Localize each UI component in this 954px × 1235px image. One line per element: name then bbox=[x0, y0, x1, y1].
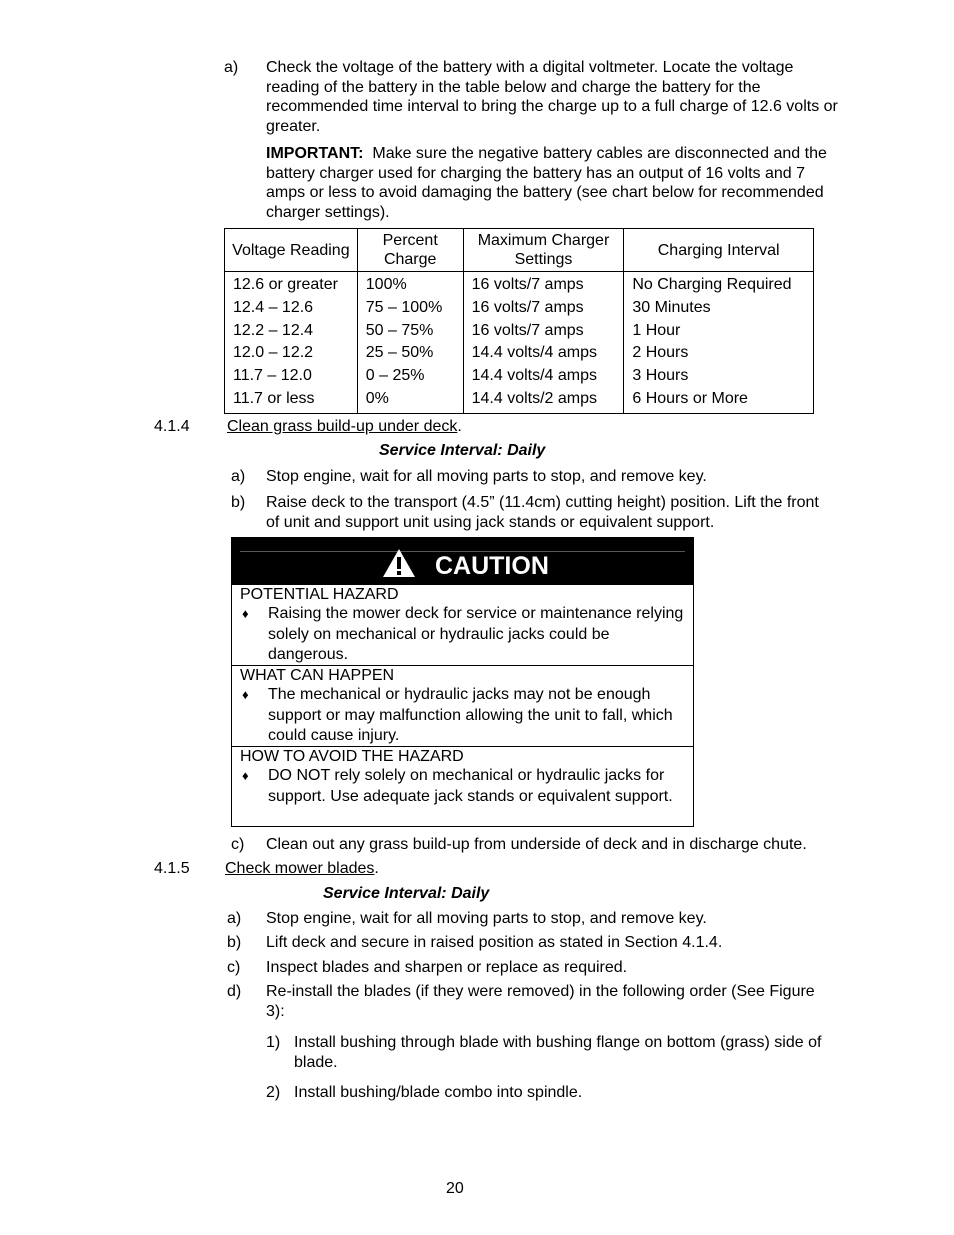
section-4-1-5-heading bbox=[225, 859, 379, 879]
table-cell: 11.7 – 12.0 bbox=[233, 367, 312, 385]
caution-bullet bbox=[240, 766, 687, 807]
sec414-step-a-text: Stop engine, wait for all moving parts to stop, and remove key. bbox=[266, 468, 707, 485]
table-cell: 14.4 volts/4 amps bbox=[471, 367, 598, 385]
caution-bullet bbox=[240, 685, 687, 747]
section-4-1-5-title: Check mower blades bbox=[225, 860, 375, 877]
table-cell: 16 volts/7 amps bbox=[471, 321, 584, 339]
sec415-step-a-text: Stop engine, wait for all moving parts to stop, and remove key. bbox=[266, 910, 707, 927]
table-cell: 30 Minutes bbox=[632, 298, 711, 316]
table-cell: 0% bbox=[365, 389, 389, 407]
substep-2-text: Install bushing/blade combo into spindle. bbox=[294, 1084, 583, 1101]
step-a-text: Check the voltage of the battery with a digital voltmeter. Locate the voltage reading of the battery in the table below and charge the battery for the recommended time interval to bring the charge up to a full charge of 12.6 volts or greater. bbox=[266, 59, 838, 135]
charging-table bbox=[224, 228, 814, 414]
sec415-step-d-text: Re-install the blades (if they were removed) in the following order (See Figure 3): bbox=[266, 983, 815, 1020]
sec414-step-c-label: c) bbox=[231, 836, 245, 853]
section-4-1-4-title: Clean grass build-up under deck bbox=[227, 418, 458, 435]
table-cell: 16 volts/7 amps bbox=[471, 298, 584, 316]
substep-1-label: 1) bbox=[266, 1034, 281, 1051]
section-4-1-5-number: 4.1.5 bbox=[154, 860, 190, 877]
section-4-1-4-period: . bbox=[457, 418, 462, 435]
col-voltage bbox=[225, 272, 358, 414]
sec414-step-b-text: Raise deck to the transport (4.5” (11.4cm) cutting height) position. Lift the front of unit and support unit using jack stands or equivalent support. bbox=[266, 494, 819, 531]
section-4-1-4-number: 4.1.4 bbox=[154, 418, 190, 435]
important-note bbox=[266, 144, 846, 222]
sec414-step-a-label: a) bbox=[231, 468, 246, 485]
sec415-step-b-text: Lift deck and secure in raised position as stated in Section 4.1.4. bbox=[266, 934, 723, 951]
table-cell: 12.2 – 12.4 bbox=[233, 321, 314, 339]
caution-bullet-text: DO NOT rely solely on mechanical or hydraulic jacks for support. Use adequate jack stands or equivalent support. bbox=[268, 767, 673, 805]
table-cell: 11.7 or less bbox=[233, 389, 315, 407]
caution-section-potential-hazard bbox=[232, 584, 693, 665]
caution-section-heading: HOW TO AVOID THE HAZARD bbox=[240, 748, 464, 765]
sec415-step-b-label: b) bbox=[227, 934, 242, 951]
caution-section-heading: WHAT CAN HAPPEN bbox=[240, 667, 395, 684]
table-cell: 75 – 100% bbox=[365, 298, 443, 316]
caution-title: CAUTION bbox=[435, 552, 549, 580]
sec414-step-b-label: b) bbox=[231, 494, 246, 511]
header-percent-charge: Percent Charge bbox=[357, 229, 463, 272]
table-cell: 14.4 volts/2 amps bbox=[471, 389, 598, 407]
header-charging-interval: Charging Interval bbox=[624, 229, 814, 272]
table-cell: 1 Hour bbox=[632, 321, 681, 339]
table-cell: 100% bbox=[365, 276, 407, 293]
table-cell: 0 – 25% bbox=[365, 367, 425, 385]
table-cell: 3 Hours bbox=[632, 367, 689, 385]
caution-section-heading: POTENTIAL HAZARD bbox=[240, 586, 399, 603]
col-charger-settings bbox=[463, 272, 624, 414]
table-cell: No Charging Required bbox=[632, 276, 792, 293]
table-cell: 12.6 or greater bbox=[233, 276, 338, 293]
sec415-step-c-text: Inspect blades and sharpen or replace as required. bbox=[266, 959, 628, 976]
service-interval-4-1-4: Service Interval: Daily bbox=[379, 442, 546, 459]
step-a-label: a) bbox=[224, 59, 239, 76]
service-interval-4-1-5: Service Interval: Daily bbox=[323, 885, 490, 902]
substep-2-label: 2) bbox=[266, 1084, 281, 1101]
caution-box bbox=[231, 537, 694, 827]
table-header-row bbox=[225, 229, 814, 272]
table-body bbox=[225, 272, 814, 414]
table-cell: 2 Hours bbox=[632, 344, 689, 362]
table-cell: 16 volts/7 amps bbox=[471, 276, 584, 293]
sec415-step-c-label: c) bbox=[227, 959, 241, 976]
table-cell: 14.4 volts/4 amps bbox=[471, 344, 598, 362]
diamond-bullet-icon: ♦ bbox=[242, 606, 249, 621]
caution-section-what-can-happen bbox=[232, 665, 693, 746]
warning-triangle-icon bbox=[382, 548, 416, 578]
caution-section-how-to-avoid bbox=[232, 746, 693, 827]
table-cell: 25 – 50% bbox=[365, 344, 434, 362]
diamond-bullet-icon: ♦ bbox=[242, 768, 249, 783]
substep-1-text: Install bushing through blade with bushing flange on bottom (grass) side of blade. bbox=[294, 1034, 822, 1071]
important-text: Make sure the negative battery cables are disconnected and the battery charger used for charging the battery has an output of 16 volts and 7 amps or less to avoid damaging the battery (see chart below for recommended charger settings). bbox=[266, 145, 827, 221]
caution-bullet-text: Raising the mower deck for service or maintenance relying solely on mechanical or hydraulic jacks could be dangerous. bbox=[268, 605, 684, 663]
table-cell: 50 – 75% bbox=[365, 321, 434, 339]
col-percent bbox=[357, 272, 463, 414]
section-4-1-4-heading bbox=[227, 417, 462, 437]
sec415-step-a-label: a) bbox=[227, 910, 242, 927]
header-voltage-reading: Voltage Reading bbox=[225, 229, 358, 272]
caution-header bbox=[232, 538, 693, 584]
sec415-step-d-label: d) bbox=[227, 983, 242, 1000]
sec414-step-c-text: Clean out any grass build-up from underside of deck and in discharge chute. bbox=[266, 836, 807, 853]
section-4-1-5-period: . bbox=[374, 860, 379, 877]
important-label: IMPORTANT: bbox=[266, 145, 364, 162]
table-cell: 12.4 – 12.6 bbox=[233, 298, 314, 316]
caution-bullet-text: The mechanical or hydraulic jacks may not be enough support or may malfunction allowing the unit to fall, which could cause injury. bbox=[268, 686, 673, 744]
page-number: 20 bbox=[446, 1180, 464, 1197]
caution-bullet bbox=[240, 604, 687, 666]
diamond-bullet-icon: ♦ bbox=[242, 687, 249, 702]
header-max-charger-settings: Maximum Charger Settings bbox=[463, 229, 624, 272]
table-cell: 6 Hours or More bbox=[632, 389, 748, 407]
col-charging-interval bbox=[624, 272, 814, 414]
table-cell: 12.0 – 12.2 bbox=[233, 344, 314, 362]
